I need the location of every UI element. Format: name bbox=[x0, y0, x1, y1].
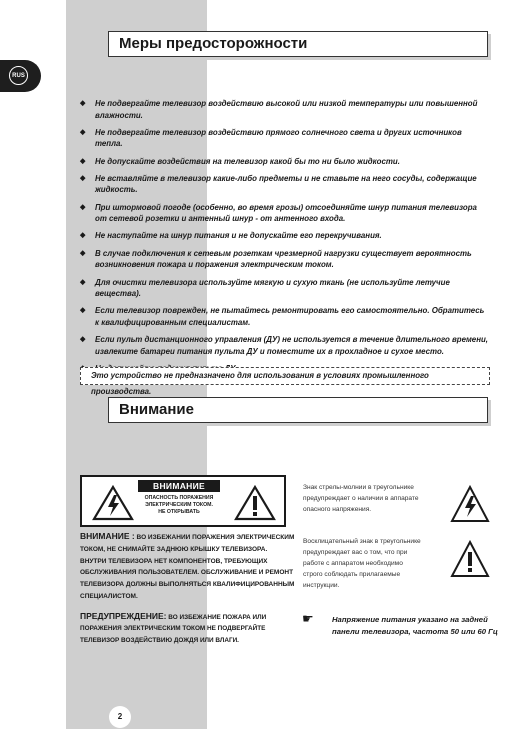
lightning-triangle-icon bbox=[450, 485, 490, 523]
precautions-list bbox=[80, 98, 490, 380]
section-title-attention: Внимание bbox=[108, 397, 488, 423]
warning-lead: ПРЕДУПРЕЖДЕНИЕ: bbox=[80, 611, 167, 621]
pointing-hand-icon: ☛ bbox=[302, 611, 314, 626]
exclamation-symbol-description: Восклицательный знак в треугольнике предупреждает вас о том, что при работе с аппаратом необходимо строго соблюдать прилагаемые инструкции. bbox=[303, 538, 421, 589]
exclamation-triangle-icon bbox=[450, 540, 490, 578]
diamond-bullet-icon: ◆ bbox=[80, 203, 86, 211]
lightning-warning-icon bbox=[92, 485, 134, 521]
language-tab bbox=[0, 60, 41, 92]
page-number: 2 bbox=[109, 706, 131, 728]
diamond-bullet-icon: ◆ bbox=[80, 249, 86, 257]
list-item: ◆ Если пульт дистанционного управления (ДУ) не используется в течение длительного времени, извлеките батареи питания пульта ДУ и поместите их в прохладное и сухое место. bbox=[80, 335, 488, 356]
caution-paragraph: ВНИМАНИЕ : ВО ИЗБЕЖАНИИ ПОРАЖЕНИЯ ЭЛЕКТРИЧЕСКИМ ТОКОМ, НЕ СНИМАЙТЕ ЗАДНЮЮ КРЫШКУ ТЕЛЕВИЗОРА. ВНУТРИ ТЕЛЕВИЗОРА НЕТ КОМПОНЕНТОВ, ТРЕБУЮЩИХ ОБСЛУЖИВАНИЯ ПОЛЬЗОВАТЕЛЕМ. ОБСЛУЖИВАНИЕ И РЕМОНТ ТЕЛЕВИЗОРА ДОЛЖНЫ ВЫПОЛНЯТЬСЯ КВАЛИФИЦИРОВАННЫМ СПЕЦИАЛИСТОМ. bbox=[80, 531, 295, 600]
list-item: ◆ Если телевизор поврежден, не пытайтесь ремонтировать его самостоятельно. Обратитесь к квалифицированным специалистам. bbox=[80, 306, 485, 327]
industrial-use-note: Это устройство не предназначено для использования в условиях промышленного производства. bbox=[80, 367, 490, 385]
diamond-bullet-icon: ◆ bbox=[80, 100, 86, 107]
list-item: ◆ В случае подключения к сетевым розеткам чрезмерной нагрузки существует вероятность возникновения пожара и поражения электрическим током. bbox=[80, 248, 472, 270]
diamond-bullet-icon: ◆ bbox=[80, 232, 86, 240]
diamond-bullet-icon: ◆ bbox=[80, 128, 86, 136]
list-item: ◆ Не допускайте воздействия на телевизор какой бы то ни было жидкости. bbox=[80, 156, 400, 166]
list-item: ◆ Не вставляйте в телевизор какие-либо предметы и не ставьте на него сосуды, содержащие жидкость. bbox=[80, 173, 477, 195]
exclamation-warning-icon bbox=[234, 485, 276, 521]
list-item: ◆ Не подвергайте телевизор воздействию высокой или низкой температуры или повышенной влажности. bbox=[80, 99, 478, 120]
diamond-bullet-icon: ◆ bbox=[80, 278, 86, 286]
diamond-bullet-icon: ◆ bbox=[80, 307, 86, 315]
diamond-bullet-icon: ◆ bbox=[80, 336, 86, 344]
diamond-bullet-icon: ◆ bbox=[80, 157, 86, 165]
list-item: ◆ Не наступайте на шнур питания и не допускайте его перекручивания. bbox=[80, 231, 382, 241]
list-item: ◆ При штормовой погоде (особенно, во время грозы) отсоединяйте шнур питания телевизора от сетевой розетки и антенный шнур - от антенного входа. bbox=[80, 202, 477, 224]
caution-label-box bbox=[80, 475, 286, 527]
power-supply-note: Напряжение питания указано на задней панели телевизора, частота 50 или 60 Гц bbox=[332, 615, 498, 636]
caution-subtext: ОПАСНОСТЬ ПОРАЖЕНИЯ ЭЛЕКТРИЧЕСКИМ ТОКОМ. НЕ ОТКРЫВАТЬ bbox=[144, 495, 214, 516]
list-item: ◆ Не подвергайте телевизор воздействию прямого солнечного света и других источников тепла. bbox=[80, 127, 462, 149]
list-item: ◆ Для очистки телевизора используйте мягкую и сухую ткань (не используйте летучие вещества). bbox=[80, 277, 450, 299]
caution-lead: ВНИМАНИЕ : bbox=[80, 531, 135, 541]
lightning-symbol-description: Знак стрелы-молнии в треугольнике предупреждает о наличии в аппарате опасного напряжения. bbox=[303, 484, 419, 513]
caution-header: ВНИМАНИЕ bbox=[138, 480, 220, 492]
warning-paragraph: ПРЕДУПРЕЖДЕНИЕ: ВО ИЗБЕЖАНИЕ ПОЖАРА ИЛИ ПОРАЖЕНИЯ ЭЛЕКТРИЧЕСКИМ ТОКОМ НЕ ПОДВЕРГАЙТЕ ТЕЛЕВИЗОР ВОЗДЕЙСТВИЮ ДОЖДЯ ИЛИ ВЛАГИ. bbox=[80, 611, 267, 644]
section-title-precautions: Меры предосторожности bbox=[108, 31, 488, 57]
diamond-bullet-icon: ◆ bbox=[80, 174, 86, 182]
language-badge: RUS bbox=[9, 66, 28, 85]
caution-label-text bbox=[138, 480, 220, 517]
